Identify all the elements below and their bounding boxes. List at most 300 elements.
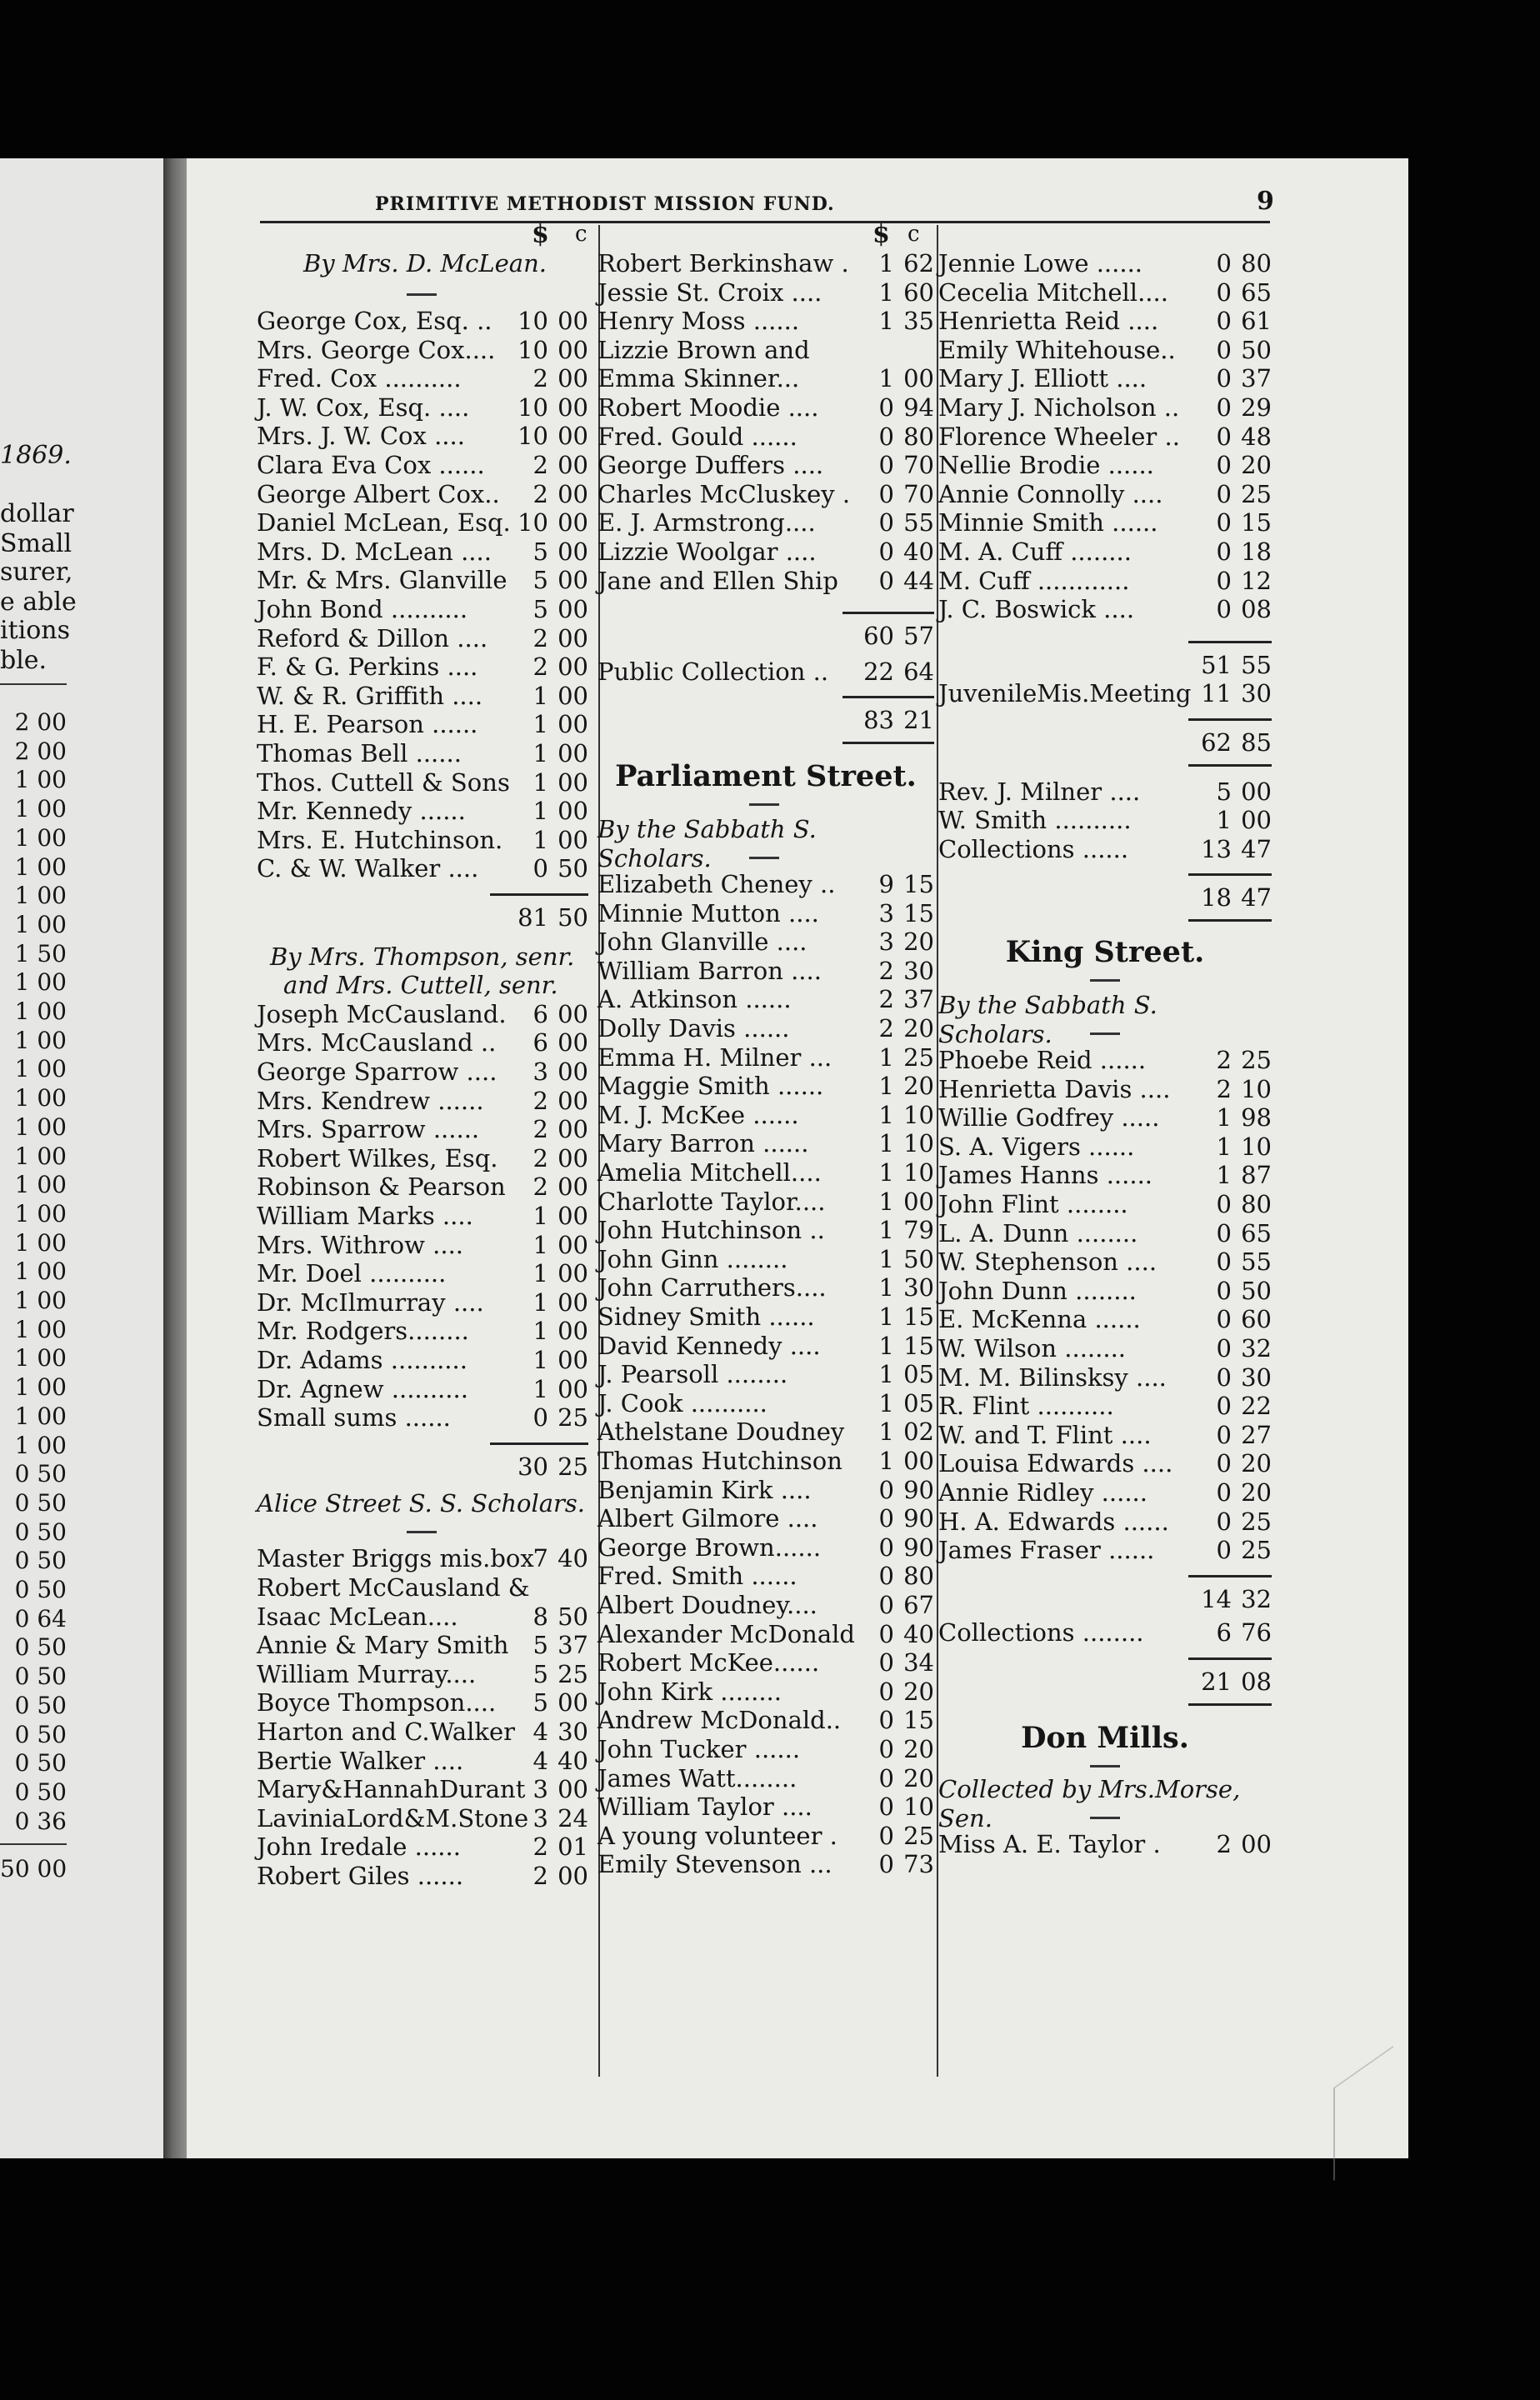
entry-row: [938, 508, 1272, 538]
entry-dollars: 3: [878, 928, 894, 957]
entry-name: Maggie Smith ......: [598, 1072, 824, 1101]
cent-header: c: [575, 222, 588, 247]
entry-name: Master Briggs mis.box: [257, 1544, 534, 1573]
left-page-fragment: itions: [0, 616, 71, 645]
entry-row: [257, 566, 588, 595]
entry-name: John Iredale ......: [257, 1832, 461, 1862]
entry-row: [257, 1747, 588, 1776]
entry-row: [257, 854, 588, 883]
entry-row: [598, 957, 934, 986]
entry-cents: 00: [558, 1374, 588, 1403]
entry-dollars: 0: [878, 1648, 894, 1678]
total-dollars: 14: [1201, 1584, 1232, 1613]
total-row: [938, 1585, 1272, 1614]
entry-row: [938, 567, 1272, 596]
entry-row: [598, 1216, 934, 1245]
entry-row: [257, 1718, 588, 1747]
entry-name: John Kirk ........: [598, 1677, 782, 1706]
entry-name: Robert Wilkes, Esq.: [257, 1143, 498, 1172]
entry-name: Minnie Smith ......: [938, 508, 1158, 538]
entry-row: [257, 739, 588, 768]
entry-dollars: 2: [878, 956, 894, 985]
entry-dollars: 1: [878, 278, 894, 307]
entry-cents: 20: [903, 1677, 934, 1706]
entry-dollars: 0: [1216, 566, 1232, 595]
entry-cents: 05: [903, 1360, 934, 1389]
entry-row: [938, 1536, 1272, 1565]
entry-cents: 76: [1241, 1618, 1272, 1648]
entry-cents: 00: [558, 652, 588, 682]
entry-row: [257, 451, 588, 480]
entry-cents: 22: [1241, 1392, 1272, 1421]
entry-row: [598, 1822, 934, 1851]
left-page-amount: 0 50: [14, 1518, 67, 1546]
entry-dollars: 1: [532, 681, 548, 710]
entry-cents: 02: [903, 1418, 934, 1447]
entry-dollars: 0: [878, 1591, 894, 1619]
entry-dollars: 5: [1216, 777, 1232, 806]
entry-dollars: 1: [878, 1100, 894, 1129]
entry-dollars: 0: [1216, 1536, 1232, 1565]
entry-row: [938, 336, 1272, 365]
entry-row: [598, 567, 934, 596]
entry-dollars: 0: [878, 393, 894, 422]
entry-dollars: 10: [518, 392, 548, 422]
left-page-amount: 1 00: [14, 766, 67, 794]
entry-name: Minnie Mutton ....: [598, 898, 819, 928]
section-dash: [1090, 1765, 1120, 1768]
entry-name: Annie Connolly ....: [938, 479, 1163, 508]
entry-row: [598, 307, 934, 336]
entry-dollars: 2: [1216, 1074, 1232, 1103]
entry-dollars: 0: [878, 1792, 894, 1822]
entry-cents: 29: [1241, 393, 1272, 422]
entry-cents: 40: [558, 1746, 588, 1775]
entry-cents: 00: [558, 479, 588, 508]
entry-cents: 24: [558, 1803, 588, 1832]
section-dash: [407, 293, 437, 296]
total-cents: 08: [1241, 1668, 1272, 1696]
entry-cents: 32: [1241, 1334, 1272, 1362]
entry-dollars: 2: [532, 479, 548, 508]
entry-row: [257, 1087, 588, 1116]
entry-row: [598, 1620, 934, 1649]
entry-cents: 25: [1241, 1536, 1272, 1565]
public-collection-row: [598, 658, 934, 687]
entry-cents: 25: [1241, 479, 1272, 508]
entry-row: [257, 652, 588, 682]
entry-name: Thos. Cuttell & Sons: [257, 768, 510, 797]
entry-dollars: 8: [532, 1602, 548, 1631]
entry-dollars: 1: [878, 1244, 894, 1273]
left-page-amount: 0 50: [14, 1460, 67, 1488]
entry-cents: 98: [1241, 1103, 1272, 1132]
total-row: [257, 1452, 588, 1482]
left-page-amount: 1 00: [14, 1228, 67, 1257]
left-page-amount: 2 00: [14, 708, 67, 736]
entry-dollars: 0: [878, 538, 894, 566]
entry-row: [257, 1028, 588, 1058]
entry-name: Fred. Gould ......: [598, 422, 798, 451]
entry-name: Mary Barron ......: [598, 1129, 809, 1158]
entry-dollars: 5: [532, 537, 548, 566]
entry-cents: 62: [903, 249, 934, 278]
entry-cents: 10: [903, 1100, 934, 1129]
entry-name: Willie Godfrey .....: [938, 1103, 1160, 1132]
entry-dollars: 0: [878, 1735, 894, 1763]
left-page-amount: 0 50: [14, 1662, 67, 1691]
entry-cents: 00: [558, 364, 588, 393]
entry-dollars: 2: [532, 1115, 548, 1144]
entry-row: [257, 1544, 588, 1573]
entry-cents: 44: [903, 566, 934, 595]
entry-name: J. Cook ..........: [598, 1388, 768, 1418]
entry-cents: 00: [558, 1862, 588, 1890]
entry-row: [257, 422, 588, 451]
left-page-amount: 1 00: [14, 1258, 67, 1286]
entry-cents: 70: [903, 451, 934, 480]
entry-name: John Dunn ........: [938, 1276, 1137, 1305]
entry-name: H. A. Edwards ......: [938, 1507, 1169, 1536]
entry-row: [257, 682, 588, 711]
entry-dollars: 0: [1216, 1392, 1232, 1421]
entry-cents: 10: [1241, 1074, 1272, 1103]
entry-name: Alexander McDonald: [598, 1619, 855, 1648]
entry-dollars: 0: [1216, 1248, 1232, 1277]
entry-name: Bertie Walker ....: [257, 1746, 464, 1775]
entry-dollars: 2: [532, 1143, 548, 1172]
entry-dollars: 13: [1201, 834, 1232, 863]
entry-name: Mary&HannahDurant: [257, 1775, 526, 1804]
entry-name: Mrs. Sparrow ......: [257, 1115, 480, 1144]
entry-name: R. Flint ..........: [938, 1392, 1114, 1421]
entry-name: Mr. Doel ..........: [257, 1259, 447, 1288]
total-row: [598, 622, 934, 651]
total-cents: 85: [1241, 728, 1272, 757]
entry-dollars: 0: [1216, 1449, 1232, 1478]
entry-dollars: 0: [532, 854, 548, 883]
total-dollars: 81: [518, 903, 548, 932]
entry-name: W. Smith ..........: [938, 806, 1132, 835]
entry-dollars: 0: [878, 422, 894, 451]
entry-dollars: 0: [1216, 422, 1232, 451]
left-page-amount: 1 00: [14, 1199, 67, 1228]
entry-name: Robert McCausland &: [257, 1573, 530, 1602]
left-page-amount: 0 50: [14, 1691, 67, 1719]
left-page-amount: 2 00: [14, 737, 67, 765]
entry-name: Rev. J. Milner ....: [938, 777, 1141, 806]
entry-dollars: 0: [1216, 307, 1232, 336]
left-page-fragment: Small: [0, 529, 72, 558]
entry-row: [598, 1476, 934, 1505]
entry-row: [598, 1389, 934, 1418]
entry-row: [938, 1046, 1272, 1075]
entry-cents: 15: [1241, 508, 1272, 538]
entry-dollars: 10: [518, 307, 548, 335]
total-cents: 47: [1241, 883, 1272, 912]
book-gutter: [163, 158, 187, 2158]
entry-name: Athelstane Doudney: [598, 1418, 845, 1447]
entry-dollars: 0: [878, 479, 894, 508]
entry-name: Joseph McCausland.: [257, 999, 507, 1028]
entry-dollars: 1: [532, 1202, 548, 1230]
entry-row: [257, 1000, 588, 1029]
entry-name: James Watt........: [598, 1763, 798, 1792]
entry-cents: 37: [558, 1631, 588, 1660]
entry-row: [598, 1188, 934, 1217]
entry-cents: 00: [558, 1115, 588, 1144]
entry-row: [257, 1862, 588, 1891]
entry-dollars: 1: [1216, 1132, 1232, 1161]
entry-dollars: 0: [1216, 1190, 1232, 1218]
entry-dollars: 10: [518, 508, 548, 538]
entry-dollars: 10: [518, 335, 548, 364]
entry-cents: 00: [903, 1447, 934, 1475]
entry-name: George Cox, Esq. ..: [257, 307, 492, 335]
entry-cents: 00: [903, 364, 934, 393]
sum-rule: [1188, 1703, 1272, 1706]
entry-row: [938, 480, 1272, 509]
entry-cents: 64: [903, 657, 934, 686]
cent-header: c: [908, 222, 920, 247]
entry-dollars: 2: [878, 985, 894, 1014]
entry-cents: 25: [558, 1403, 588, 1432]
entry-row: [257, 826, 588, 855]
entry-cents: 00: [1241, 777, 1272, 806]
entry-name: John Bond ..........: [257, 595, 468, 623]
entry-cents: 37: [903, 985, 934, 1014]
entry-dollars: 0: [1216, 1334, 1232, 1362]
dollar-header: $: [532, 220, 549, 249]
entry-dollars: 1: [878, 1331, 894, 1360]
entry-name: Henry Moss ......: [598, 307, 800, 336]
section-heading: By Mrs. D. McLean.: [303, 249, 547, 278]
entry-name: John Glanville ....: [598, 928, 808, 957]
entry-cents: 00: [558, 623, 588, 652]
entry-name: Albert Gilmore ....: [598, 1504, 818, 1533]
entry-name: M. Cuff ............: [938, 566, 1130, 595]
entry-dollars: 2: [532, 1862, 548, 1890]
entry-row: [938, 422, 1272, 452]
entry-row: [257, 1660, 588, 1689]
entry-cents: 25: [558, 1659, 588, 1688]
left-page-amount: 1 00: [14, 1142, 67, 1170]
entry-row: [257, 797, 588, 826]
section-heading: Alice Street S. S. Scholars.: [257, 1489, 586, 1518]
entry-name: Mrs. E. Hutchinson.: [257, 825, 503, 854]
entry-row: [598, 1302, 934, 1332]
entry-dollars: 0: [1216, 335, 1232, 364]
entry-dollars: 1: [532, 1317, 548, 1346]
entry-row: [257, 480, 588, 509]
entry-name: Jessie St. Croix ....: [598, 278, 822, 307]
entry-row: [257, 1631, 588, 1660]
entry-cents: 00: [558, 451, 588, 479]
entry-row: [598, 1101, 934, 1130]
left-page-amount: 1 00: [14, 1287, 67, 1314]
left-page-fragment: dollar: [0, 499, 74, 528]
entry-name: Robinson & Pearson: [257, 1172, 506, 1202]
entry-name: Mary J. Elliott ....: [938, 364, 1148, 393]
entry-cents: 20: [903, 928, 934, 957]
entry-name: Jane and Ellen Ship: [598, 566, 838, 595]
section-dash: [1090, 1032, 1120, 1035]
total-row: [598, 706, 934, 735]
entry-cents: 30: [558, 1718, 588, 1746]
entry-name: F. & G. Perkins ....: [257, 652, 478, 682]
entry-dollars: 1: [532, 825, 548, 854]
entry-dollars: 7: [532, 1544, 548, 1573]
sum-rule: [490, 893, 588, 896]
entry-dollars: 2: [532, 451, 548, 479]
entry-name: James Hanns ......: [938, 1161, 1153, 1190]
left-page-amount: 0 50: [14, 1547, 67, 1575]
entry-name: Lizzie Woolgar ....: [598, 538, 817, 566]
left-page-amount: 0 50: [14, 1576, 67, 1603]
sum-rule: [842, 696, 934, 698]
total-dollars: 51: [1201, 650, 1232, 679]
entry-dollars: 2: [532, 652, 548, 682]
entry-dollars: 1: [878, 1129, 894, 1158]
left-page: [0, 158, 166, 2158]
entry-cents: 15: [903, 1706, 934, 1735]
entry-row: [257, 624, 588, 653]
entry-row: [598, 1332, 934, 1361]
entry-row: [257, 1115, 588, 1144]
entry-row: [938, 393, 1272, 422]
entry-dollars: 0: [1216, 1276, 1232, 1305]
entry-name: Dr. Adams ..........: [257, 1346, 468, 1374]
entry-name: Henrietta Reid ....: [938, 307, 1159, 336]
entry-cents: 10: [903, 1158, 934, 1187]
entry-dollars: 0: [532, 1403, 548, 1432]
total-row: [938, 883, 1272, 912]
entry-name: Louisa Edwards ....: [938, 1449, 1173, 1478]
entry-cents: 50: [558, 1602, 588, 1631]
entry-name: Dolly Davis ......: [598, 1014, 790, 1042]
entry-cents: 55: [1241, 1248, 1272, 1277]
entry-cents: 00: [558, 768, 588, 797]
entry-name: M. A. Cuff ........: [938, 538, 1132, 566]
entry-name: Mr. Kennedy ......: [257, 797, 466, 826]
sum-rule: [842, 742, 934, 744]
entry-cents: 90: [903, 1475, 934, 1504]
entry-row: [257, 1804, 588, 1833]
entry-name: Mrs. McCausland ..: [257, 1028, 497, 1058]
entry-name: A. Atkinson ......: [598, 985, 792, 1014]
entry-name: Emily Whitehouse..: [938, 335, 1176, 364]
entry-cents: 10: [903, 1129, 934, 1158]
sum-rule: [1188, 764, 1272, 767]
entry-dollars: 6: [532, 1028, 548, 1058]
entry-name: J. W. Cox, Esq. ....: [257, 392, 470, 422]
total-cents: 50: [558, 903, 588, 932]
entry-name: Isaac McLean....: [257, 1602, 458, 1631]
total-row: [938, 728, 1272, 758]
entry-cents: 01: [558, 1832, 588, 1862]
entry-name: W. & R. Griffith ....: [257, 681, 483, 710]
entry-cents: 00: [558, 1688, 588, 1718]
page-number: 9: [1257, 187, 1274, 216]
entry-cents: 15: [903, 1331, 934, 1360]
section-dash: [407, 1531, 437, 1533]
entry-cents: 00: [558, 1143, 588, 1172]
sum-rule: [1188, 1575, 1272, 1578]
entry-name: Miss A. E. Taylor .: [938, 1829, 1161, 1858]
entry-cents: 00: [558, 537, 588, 566]
entry-row: [598, 278, 934, 308]
left-page-amount: 1 00: [14, 1431, 67, 1459]
entry-name: James Fraser ......: [938, 1536, 1155, 1565]
entry-name: Small sums ......: [257, 1403, 451, 1432]
entry-row: [938, 1219, 1272, 1248]
entry-name: Henrietta Davis ....: [938, 1074, 1171, 1103]
entry-row: [938, 307, 1272, 336]
entry-cents: 50: [903, 1244, 934, 1273]
entry-dollars: 1: [878, 1072, 894, 1101]
entry-dollars: 4: [532, 1718, 548, 1746]
entry-name: Collections ......: [938, 834, 1129, 863]
entry-row: [257, 1259, 588, 1288]
entry-name: W. Stephenson ....: [938, 1248, 1158, 1277]
entry-cents: 27: [1241, 1420, 1272, 1449]
left-page-amount: 1 00: [14, 882, 67, 910]
section-subheading: By the Sabbath S. Scholars.: [938, 991, 1158, 1048]
entry-dollars: 1: [878, 307, 894, 336]
entry-cents: 00: [558, 1086, 588, 1115]
entry-row: [598, 1129, 934, 1158]
entry-cents: 50: [1241, 335, 1272, 364]
entry-name: Florence Wheeler ..: [938, 422, 1180, 451]
entry-cents: 00: [903, 1187, 934, 1216]
left-page-amount: 0 50: [14, 1488, 67, 1517]
entry-row: [938, 1075, 1272, 1104]
entry-name: Mr. Rodgers........: [257, 1317, 469, 1346]
entry-dollars: 5: [532, 1659, 548, 1688]
juvenile-meeting-row: [938, 679, 1272, 708]
entry-name: S. A. Vigers ......: [938, 1132, 1135, 1161]
entry-row: [257, 1144, 588, 1173]
entry-dollars: 5: [532, 595, 548, 623]
entry-dollars: 0: [878, 451, 894, 480]
entry-name: Nellie Brodie ......: [938, 451, 1154, 480]
entry-row: [938, 1421, 1272, 1450]
entry-dollars: 1: [878, 1418, 894, 1447]
entry-name: George Brown......: [598, 1532, 822, 1562]
entry-cents: 55: [903, 508, 934, 538]
entry-name: A young volunteer .: [598, 1821, 838, 1850]
entry-name: George Duffers ....: [598, 451, 824, 480]
total-row: [257, 903, 588, 932]
entry-name: H. E. Pearson ......: [257, 710, 478, 739]
entry-row: [938, 364, 1272, 393]
entry-cents: 50: [1241, 1276, 1272, 1305]
left-page-fragment: e able: [0, 588, 77, 617]
total-cents: 21: [903, 706, 934, 735]
left-page-amount: 1 00: [14, 1112, 67, 1141]
entry-name: John Ginn ........: [598, 1244, 788, 1273]
entry-name: Albert Doudney....: [598, 1591, 818, 1619]
entry-dollars: 1: [878, 1042, 894, 1072]
running-header: PRIMITIVE METHODIST MISSION FUND.: [375, 193, 835, 215]
entry-cents: 00: [1241, 1829, 1272, 1858]
entry-name: M. M. Bilinsksy ....: [938, 1362, 1167, 1392]
entry-name: Thomas Bell ......: [257, 739, 462, 768]
left-page-amount: 1 00: [14, 795, 67, 823]
total-dollars: 30: [518, 1452, 548, 1481]
entry-dollars: 5: [532, 1631, 548, 1660]
entry-row: [257, 336, 588, 365]
